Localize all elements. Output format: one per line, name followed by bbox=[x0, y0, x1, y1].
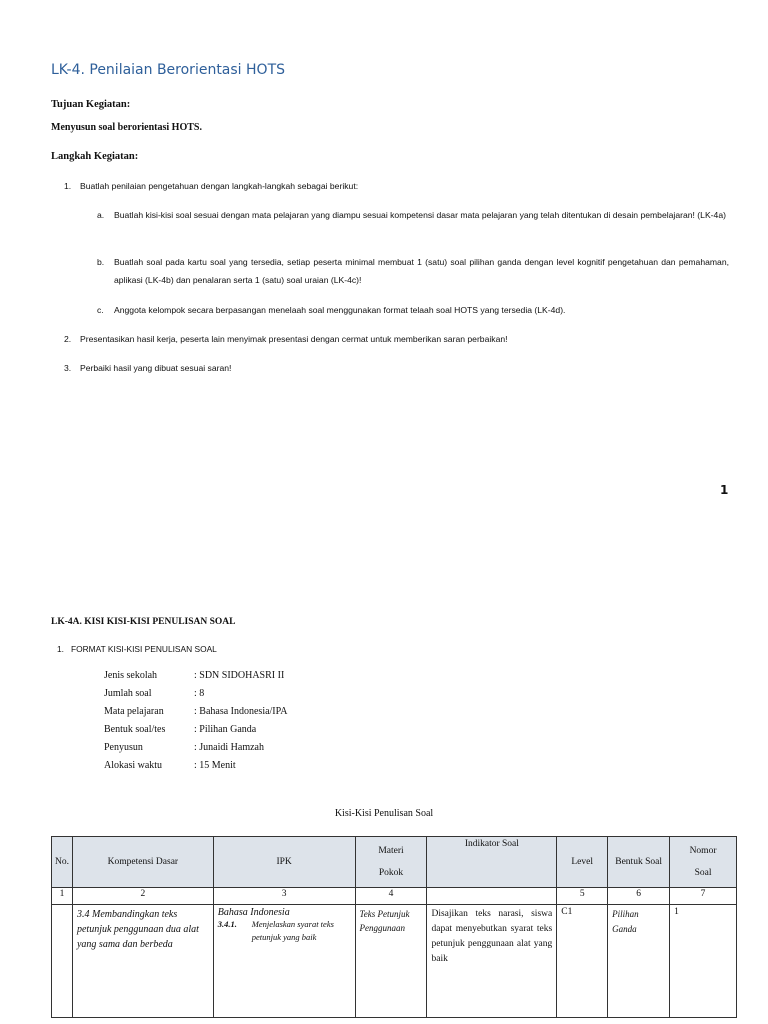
info-value: : 15 Menit bbox=[194, 760, 236, 771]
header-bentuk-soal: Bentuk Soal bbox=[608, 837, 670, 888]
format-heading bbox=[57, 644, 217, 654]
kisi-kisi-table bbox=[51, 836, 737, 1018]
table-header-row bbox=[52, 837, 737, 888]
info-label: Bentuk soal/tes bbox=[104, 724, 166, 735]
page-number: 1 bbox=[720, 483, 729, 497]
header-level: Level bbox=[557, 837, 608, 888]
cell-indikator-soal: Disajikan teks narasi, siswa dapat menyebutkan syarat teks petunjuk penggunaan alat yang baik bbox=[427, 905, 557, 1018]
substep-c bbox=[97, 301, 729, 319]
header-materi-pokok bbox=[355, 837, 427, 888]
step-number: 1. bbox=[64, 181, 72, 191]
step-text: Perbaiki hasil yang dibuat sesuai saran! bbox=[80, 363, 232, 373]
info-label: Jenis sekolah bbox=[104, 670, 158, 681]
cell-bentuk-soal: Pilihan Ganda bbox=[608, 905, 670, 1018]
ipk-text: Menjelaskan syarat teks petunjuk yang baik bbox=[251, 919, 334, 942]
step-2 bbox=[64, 330, 734, 348]
info-label: Jumlah soal bbox=[104, 688, 152, 699]
substep-a bbox=[97, 206, 729, 224]
step-text: Presentasikan hasil kerja, peserta lain menyimak presentasi dengan cermat untuk memberikan saran perbaikan! bbox=[80, 334, 508, 344]
column-number: 3 bbox=[213, 888, 355, 905]
header-materi-line1: Materi bbox=[378, 846, 404, 856]
substep-number: a. bbox=[97, 210, 105, 220]
table-row bbox=[52, 905, 737, 1018]
info-value: : SDN SIDOHASRI II bbox=[194, 670, 285, 681]
header-nomor-soal bbox=[670, 837, 737, 888]
info-row bbox=[104, 688, 288, 706]
header-no: No. bbox=[52, 837, 73, 888]
info-label: Penyusun bbox=[104, 742, 143, 753]
column-number: 5 bbox=[557, 888, 608, 905]
header-indikator-soal: Indikator Soal bbox=[427, 837, 557, 888]
column-number-empty bbox=[427, 888, 557, 905]
substep-number: c. bbox=[97, 305, 104, 315]
step-number: 3. bbox=[64, 363, 72, 373]
header-ipk: IPK bbox=[213, 837, 355, 888]
column-number: 4 bbox=[355, 888, 427, 905]
header-nomor-line2: Soal bbox=[694, 868, 712, 878]
info-block bbox=[104, 670, 288, 778]
info-row bbox=[104, 724, 288, 742]
substep-text: Anggota kelompok secara berpasangan menelaah soal menggunakan format telaah soal HOTS yang tersedia (LK-4d). bbox=[114, 305, 566, 315]
cell-kompetensi-dasar: 3.4 Membandingkan teks petunjuk penggunaan dua alat yang sama dan berbeda bbox=[72, 905, 213, 1018]
ipk-number: 3.4.1. bbox=[217, 919, 237, 929]
substep-b bbox=[97, 253, 729, 289]
column-number: 2 bbox=[72, 888, 213, 905]
cell-ipk bbox=[213, 905, 355, 1018]
table-caption: Kisi-Kisi Penulisan Soal bbox=[334, 808, 434, 819]
cell-no bbox=[52, 905, 73, 1018]
column-number: 7 bbox=[670, 888, 737, 905]
info-label: Alokasi waktu bbox=[104, 760, 163, 771]
info-row bbox=[104, 670, 288, 688]
step-text: Buatlah penilaian pengetahuan dengan langkah-langkah sebagai berikut: bbox=[80, 181, 359, 191]
ipk-item bbox=[218, 918, 351, 944]
substep-number: b. bbox=[97, 257, 105, 267]
header-nomor-line1: Nomor bbox=[689, 846, 717, 856]
tujuan-text: Menyusun soal berorientasi HOTS. bbox=[51, 122, 202, 133]
step-3 bbox=[64, 359, 734, 377]
info-label: Mata pelajaran bbox=[104, 706, 164, 717]
step-number: 2. bbox=[64, 334, 72, 344]
info-value: : 8 bbox=[194, 688, 205, 699]
step-1 bbox=[64, 177, 734, 195]
substep-text: Buatlah soal pada kartu soal yang tersedia, setiap peserta minimal membuat 1 (satu) soal pilihan ganda dengan level kognitif pengetahuan dan pemahaman, aplikasi (LK-4b) dan penalaran serta 1 (satu) soal uraian (LK-4c)! bbox=[114, 257, 729, 285]
format-number: 1. bbox=[57, 644, 64, 654]
cell-materi-pokok: Teks Petunjuk Penggunaan bbox=[355, 905, 427, 1018]
page-title: LK-4. Penilaian Berorientasi HOTS bbox=[51, 62, 286, 78]
header-kompetensi-dasar: Kompetensi Dasar bbox=[72, 837, 213, 888]
tujuan-label: Tujuan Kegiatan: bbox=[51, 99, 131, 110]
info-row bbox=[104, 742, 288, 760]
info-row bbox=[104, 760, 288, 778]
info-value: : Junaidi Hamzah bbox=[194, 742, 264, 753]
cell-nomor-soal: 1 bbox=[670, 905, 737, 1018]
langkah-label: Langkah Kegiatan: bbox=[51, 151, 139, 162]
section-title: LK-4A. KISI KISI-KISI PENULISAN SOAL bbox=[51, 617, 236, 627]
column-number-row bbox=[52, 888, 737, 905]
ipk-title: Bahasa Indonesia bbox=[217, 907, 290, 918]
info-value: : Bahasa Indonesia/IPA bbox=[194, 706, 288, 717]
cell-level: C1 bbox=[557, 905, 608, 1018]
format-title: FORMAT KISI-KISI PENULISAN SOAL bbox=[71, 644, 217, 654]
column-number: 1 bbox=[52, 888, 73, 905]
header-materi-line2: Pokok bbox=[378, 868, 404, 878]
substep-text: Buatlah kisi-kisi soal sesuai dengan mata pelajaran yang diampu sesuai kompetensi dasar mata pelajaran yang telah ditentukan di desain pembelajaran! (LK-4a) bbox=[114, 210, 726, 220]
info-row bbox=[104, 706, 288, 724]
info-value: : Pilihan Ganda bbox=[194, 724, 257, 735]
column-number: 6 bbox=[608, 888, 670, 905]
